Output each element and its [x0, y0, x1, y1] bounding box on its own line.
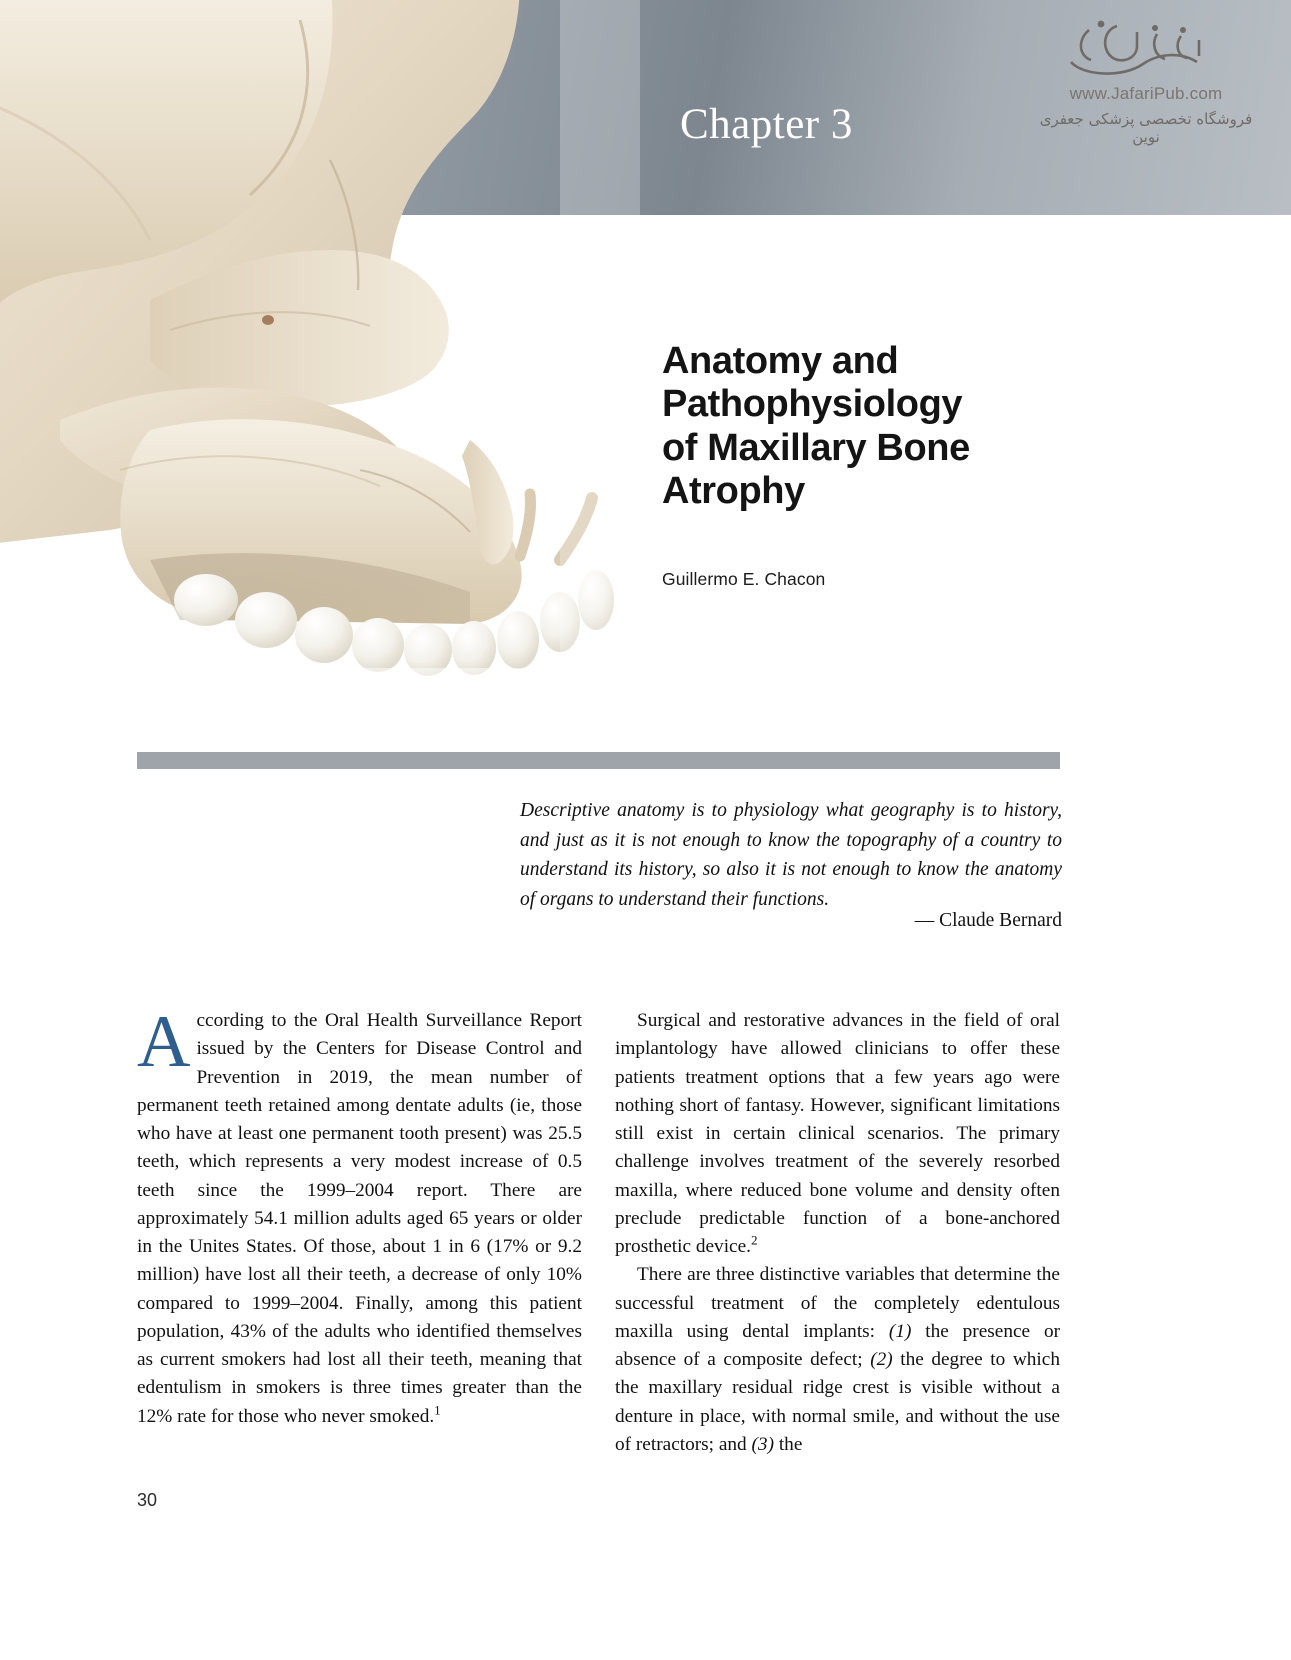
jafaripub-logo-icon: [1031, 16, 1261, 82]
right-paragraph-1-text: Surgical and restorative advances in the field of oral implantology have allowed clinicians to offer these patients treatment options that a few years ago were nothing short of fantasy. However, significant limitations still exist in certain clinical scenarios. The primary challenge involves treatment of the severely resorbed maxilla, where reduced bone volume and density often preclude predictable function of a bone-anchored prosthetic device.: [615, 1010, 1060, 1258]
skull-illustration: [0, 0, 640, 700]
left-paragraph-1: [137, 1001, 582, 1431]
right-paragraph-2-part-c: the degree to which the maxillary residual ridge crest is visible without a denture in place, with normal smile, and without the use of retractors; and: [615, 1349, 1060, 1455]
variable-marker-1: (1): [888, 1320, 912, 1342]
title-line-4: Atrophy: [662, 469, 805, 512]
footnote-ref-1: 1: [434, 1402, 441, 1418]
right-paragraph-2: [615, 1261, 1060, 1459]
right-paragraph-1: [615, 1007, 1060, 1261]
footnote-ref-2: 2: [751, 1232, 758, 1248]
section-divider: [137, 752, 1060, 769]
chapter-author: Guillermo E. Chacon: [662, 569, 826, 590]
title-line-1: Anatomy and: [662, 340, 899, 382]
right-paragraph-2-part-b: the presence or absence of a composite defect;: [615, 1320, 1060, 1371]
body-columns: [137, 1001, 1060, 1455]
title-line-3: of Maxillary Bone: [662, 426, 970, 469]
skull-anatomy-photo: [0, 0, 640, 700]
publisher-tagline: فروشگاه تخصصی پزشکی جعفری نوین: [1039, 110, 1253, 146]
left-paragraph-1-text: ccording to the Oral Health Surveillance Report issued by the Centers for Disease Control and Prevention in 2019, the mean number of permanent teeth retained among dentate adults (ie, those who have at least one permanent tooth present) was 25.5 teeth, which represents a very modest increase of 0.5 teeth since the 1999–2004 report. There are approximately 54.1 million adults aged 65 years or older in the Unites States. Of those, about 1 in 6 (17% or 9.2 million) have lost all their teeth, a decrease of only 10% compared to 1999–2004. Finally, among this patient population, 43% of the adults who identified themselves as current smokers had lost all their teeth, meaning that edentulism in smokers is three times greater than the 12% rate for those who never smoked.: [137, 1010, 582, 1427]
page-title: [662, 340, 1092, 513]
chapter-label: Chapter 3: [680, 101, 853, 148]
body-column-left: [137, 1001, 582, 1431]
title-line-2: Pathophysiology: [662, 383, 963, 426]
variable-marker-2: (2): [870, 1349, 893, 1371]
title-block: [662, 340, 1092, 590]
variable-marker-3: (3): [751, 1433, 774, 1455]
epigraph-attribution: — Claude Bernard: [914, 910, 1062, 931]
body-column-right: [615, 1007, 1060, 1459]
page-number: 30: [137, 1490, 158, 1510]
epigraph-quote: Descriptive anatomy is to physiology what geography is to history, and just as it is not enough to know the topography of a country to understand its history, so also it is not enough to know the anatomy of organs to understand their functions.: [520, 800, 1062, 910]
right-paragraph-2-part-a: There are three distinctive variables that determine the successful treatment of the completely edentulous maxilla using dental implants:: [615, 1264, 1060, 1342]
publisher-url: www.JafariPub.com: [1069, 84, 1223, 103]
publisher-logo-block: [1031, 16, 1261, 146]
right-paragraph-2-part-d: the: [774, 1433, 803, 1455]
drop-cap: A: [137, 1001, 191, 1083]
